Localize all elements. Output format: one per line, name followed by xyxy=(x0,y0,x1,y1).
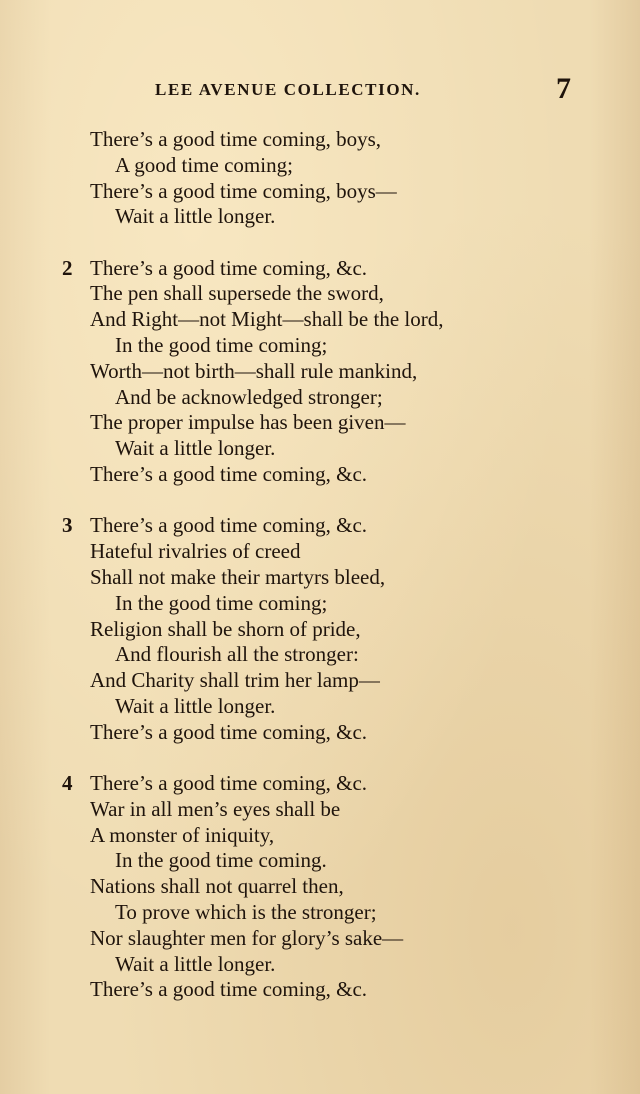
verse-line-text: Wait a little longer. xyxy=(115,693,276,718)
verse-line xyxy=(90,359,610,385)
verse-line xyxy=(90,900,610,926)
verse-line-text: Shall not make their martyrs bleed, xyxy=(90,564,386,589)
verse-line-text: The proper impulse has been given— xyxy=(90,410,406,435)
verse-line xyxy=(62,771,610,797)
verse-line xyxy=(90,565,610,591)
verse-line-text: There’s a good time coming, &c. xyxy=(90,462,368,487)
verse-line-text: Wait a little longer. xyxy=(115,951,276,976)
verse-line xyxy=(90,333,610,359)
verse-line-text: Nations shall not quarrel then, xyxy=(90,874,344,899)
verse-line-text: In the good time coming; xyxy=(115,590,328,615)
verse-line xyxy=(90,462,610,488)
verse-line xyxy=(90,720,610,746)
verse-line-text: There’s a good time coming, &c. xyxy=(90,513,368,538)
verse-line xyxy=(90,848,610,874)
verse-line xyxy=(62,255,610,282)
hymn-text xyxy=(62,127,610,1029)
verse-line-text: Wait a little longer. xyxy=(115,436,276,461)
verse-line xyxy=(90,281,610,307)
verse-line-text: A monster of iniquity, xyxy=(90,822,275,847)
verse-line-text: And flourish all the stronger: xyxy=(115,642,359,667)
verse-line-text: Religion shall be shorn of pride, xyxy=(90,616,361,641)
verse-line xyxy=(62,513,610,539)
verse-line xyxy=(90,591,610,617)
verse-line-text: And Charity shall trim her lamp— xyxy=(90,668,380,693)
verse-line xyxy=(90,926,610,952)
verse-line xyxy=(90,539,610,565)
verse-line xyxy=(90,410,610,436)
running-title: LEE AVENUE COLLECTION. xyxy=(155,80,421,99)
verse-line-text: In the good time coming. xyxy=(115,848,327,873)
verse-line-text: Hateful rivalries of creed xyxy=(90,539,301,564)
stanza-number: 2 xyxy=(62,255,73,280)
verse-line-text: War in all men’s eyes shall be xyxy=(90,796,341,821)
verse-line xyxy=(90,797,610,823)
verse-line xyxy=(90,307,610,333)
stanza xyxy=(62,513,610,745)
stanza xyxy=(62,255,610,488)
verse-line-text: There’s a good time coming, boys, xyxy=(90,127,382,151)
verse-line xyxy=(90,385,610,411)
stanza xyxy=(90,127,610,230)
verse-line-text: There’s a good time coming, &c. xyxy=(90,771,368,796)
verse-line xyxy=(90,952,610,978)
verse-line-text: There’s a good time coming, &c. xyxy=(90,977,368,1002)
verse-line-text: There’s a good time coming, &c. xyxy=(90,255,368,280)
verse-line xyxy=(90,617,610,643)
stanza-number: 3 xyxy=(62,513,73,538)
verse-line-text: And Right—not Might—shall be the lord, xyxy=(90,307,444,332)
verse-line-text: There’s a good time coming, boys— xyxy=(90,178,397,203)
page-number: 7 xyxy=(556,72,571,105)
stanza xyxy=(62,771,610,1003)
verse-line-text: Nor slaughter men for glory’s sake— xyxy=(90,925,404,950)
verse-line-text: To prove which is the stronger; xyxy=(115,900,377,925)
verse-line xyxy=(90,153,610,179)
verse-line xyxy=(90,642,610,668)
verse-line xyxy=(90,977,610,1003)
verse-line xyxy=(90,694,610,720)
verse-line xyxy=(90,823,610,849)
verse-line xyxy=(90,874,610,900)
verse-line-text: Worth—not birth—shall rule mankind, xyxy=(90,358,418,383)
stanza-number: 4 xyxy=(62,771,73,796)
page-header xyxy=(0,72,640,108)
verse-line xyxy=(90,204,610,230)
verse-line-text: And be acknowledged stronger; xyxy=(115,384,383,409)
verse-line xyxy=(90,668,610,694)
verse-line xyxy=(90,436,610,462)
verse-line-text: There’s a good time coming, &c. xyxy=(90,719,368,744)
verse-line xyxy=(90,127,610,153)
verse-line xyxy=(90,179,610,205)
verse-line-text: Wait a little longer. xyxy=(115,204,276,229)
verse-line-text: A good time coming; xyxy=(115,152,293,177)
verse-line-text: In the good time coming; xyxy=(115,333,328,358)
verse-line-text: The pen shall supersede the sword, xyxy=(90,281,384,306)
